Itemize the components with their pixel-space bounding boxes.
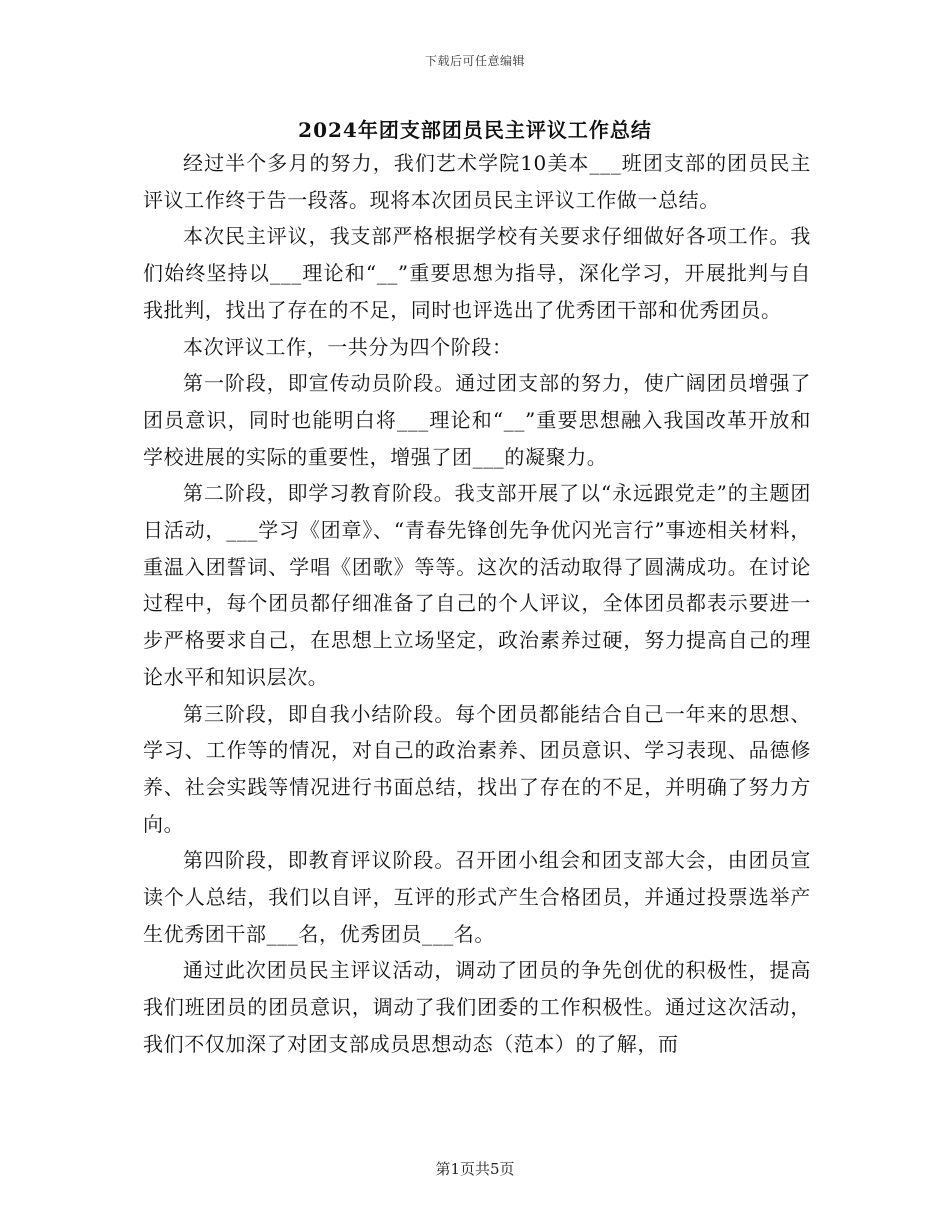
paragraph-3: 本次评议工作，一共分为四个阶段： xyxy=(183,334,513,359)
paragraph-4: 第一阶段，即宣传动员阶段。通过团支部的努力，使广阔团员增强了团员意识，同时也能明白将___理论和“__”重要思想融入我国改革开放和学校进展的实际的重要性，增强了团___的凝聚力。 xyxy=(143,371,811,469)
document-body xyxy=(143,145,811,1063)
paragraph-6: 第三阶段，即自我小结阶段。每个团员都能结合自己一年来的思想、学习、工作等的情况，对自己的政治素养、团员意识、学习表现、品德修养、社会实践等情况进行书面总结，找出了存在的不足，并明确了努力方向。 xyxy=(143,701,811,836)
paragraph-1: 经过半个多月的努力，我们艺术学院10美本___班团支部的团员民主评议工作终于告一段落。现将本次团员民主评议工作做一总结。 xyxy=(143,151,811,212)
paragraph-7: 第四阶段，即教育评议阶段。召开团小组会和团支部大会，由团员宣读个人总结，我们以自评，互评的形式产生合格团员，并通过投票选举产生优秀团干部___名，优秀团员___名。 xyxy=(143,848,811,946)
paragraph-5: 第二阶段，即学习教育阶段。我支部开展了以“永远跟党走”的主题团日活动，___学习《团章》、“青春先锋创先争优闪光言行”事迹相关材料，重温入团誓词、学唱《团歌》等等。这次的活动取得了圆满成功。在讨论过程中，每个团员都仔细准备了自己的个人评议，全体团员都表示要进一步严格要求自己，在思想上立场坚定，政治素养过硬，努力提高自己的理论水平和知识层次。 xyxy=(143,481,811,689)
paragraph-2: 本次民主评议，我支部严格根据学校有关要求仔细做好各项工作。我们始终坚持以___理论和“__”重要思想为指导，深化学习，开展批判与自我批判，找出了存在的不足，同时也评选出了优秀团干部和优秀团员。 xyxy=(143,224,811,322)
header-note: 下载后可任意编辑 xyxy=(424,54,525,68)
page-number: 第1页共5页 xyxy=(435,1160,515,1178)
paragraph-8: 通过此次团员民主评议活动，调动了团员的争先创优的积极性，提高我们班团员的团员意识，调动了我们团委的工作积极性。通过这次活动，我们不仅加深了对团支部成员思想动态（范本）的了解，而 xyxy=(143,958,811,1056)
document-title: 2024年团支部团员民主评议工作总结 xyxy=(298,118,652,142)
